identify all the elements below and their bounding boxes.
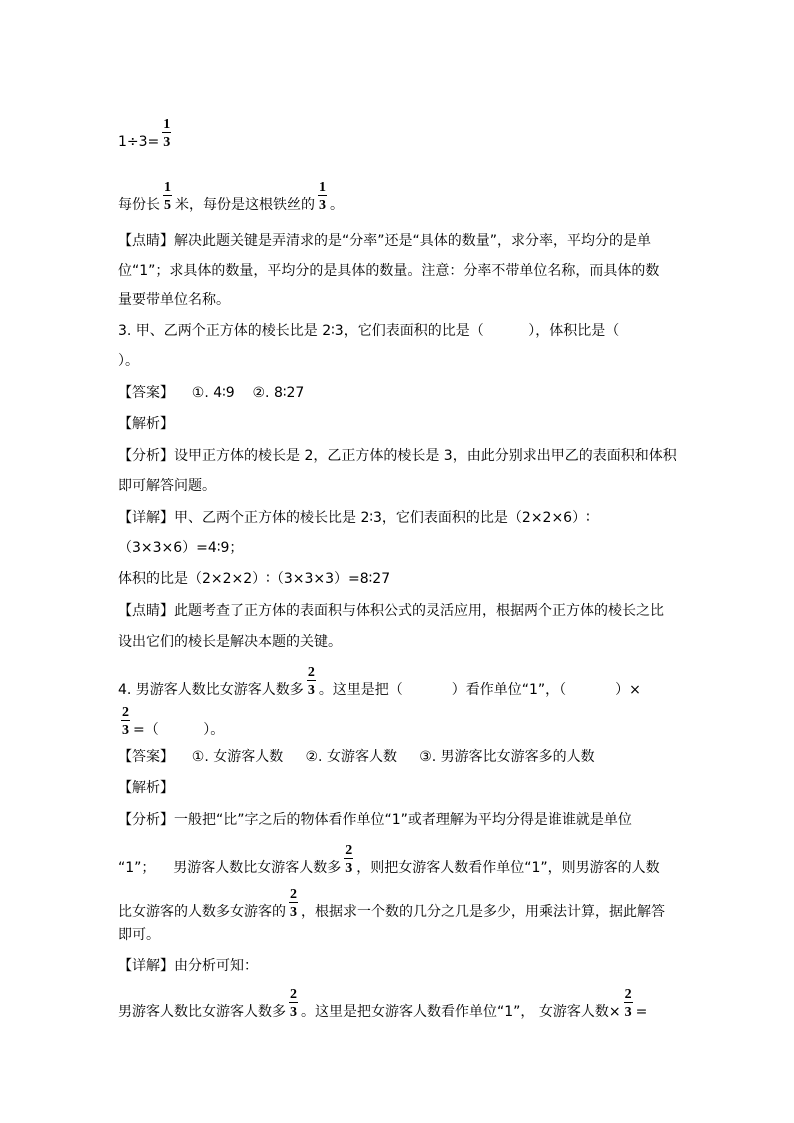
text-segment: “1”； 男游客人数比女游客人数多 (118, 860, 342, 876)
text-line (118, 987, 648, 1021)
fraction (344, 843, 353, 878)
text-segment: 即可解答问题。 (118, 478, 216, 494)
text-segment: ）。 (118, 353, 139, 369)
fraction-denominator: 3 (307, 683, 315, 698)
text-line (118, 887, 665, 921)
text-segment: 【解析】 (118, 416, 174, 432)
fraction-denominator: 3 (345, 861, 353, 876)
text-segment: 设出它们的棱长是解决本题的关键。 (118, 634, 342, 650)
text-line (118, 262, 659, 280)
text-line (118, 779, 174, 797)
text-line (118, 843, 660, 877)
fraction-denominator: 3 (122, 723, 129, 738)
fraction (289, 987, 298, 1022)
text-line (118, 705, 225, 739)
text-line (118, 477, 216, 495)
text-line (118, 291, 230, 309)
text-line (118, 748, 595, 766)
text-segment: =（ ）。 (133, 722, 225, 738)
text-line (118, 117, 174, 151)
text-segment: 【分析】一般把“比”字之后的物体看作单位“1”或者理解为平均分得是谁谁就是单位 (118, 812, 632, 828)
text-segment: （3×3×6）=4∶9； (118, 540, 244, 556)
text-segment: 【答案】 ①. 女游客人数 ②. 女游客人数 ③. 男游客比女游客多的人数 (118, 749, 595, 765)
text-line (118, 180, 344, 214)
text-segment: 。这里是把女游客人数看作单位“1”， 女游客人数× (301, 1004, 621, 1020)
text-segment: 【点睛】此题考查了正方体的表面积与体积公式的灵活应用，根据两个正方体的棱长之比 (118, 603, 664, 619)
text-line (118, 957, 258, 975)
fraction-denominator: 3 (319, 198, 326, 213)
text-line (118, 539, 243, 557)
fraction-numerator: 2 (122, 705, 129, 720)
fraction-numerator: 2 (307, 665, 315, 680)
fraction-numerator: 1 (319, 180, 326, 195)
text-segment: 体积的比是（2×2×2）∶（3×3×3）=8∶27 (118, 571, 391, 587)
fraction (624, 987, 633, 1022)
fraction (307, 665, 316, 700)
text-line (118, 665, 641, 699)
text-line (118, 352, 139, 370)
fraction-numerator: 2 (345, 843, 353, 858)
fraction-denominator: 3 (290, 1005, 297, 1020)
text-segment: 1÷3= (118, 134, 160, 150)
text-segment: 【详解】甲、乙两个正方体的棱长比是 2∶3，它们表面积的比是（2×2×6）∶ (118, 510, 590, 526)
text-line (118, 384, 304, 402)
text-segment: 位“1”；求具体的数量，平均分的是具体的数量。注意：分率不带单位名称，而具体的数 (118, 263, 660, 279)
text-segment: 。 (330, 197, 344, 213)
text-segment: 【解析】 (118, 780, 174, 796)
text-segment: 【详解】由分析可知： (118, 958, 258, 974)
text-segment: 即可。 (118, 927, 160, 943)
text-line (118, 232, 651, 250)
fraction-denominator: 5 (164, 198, 171, 213)
fraction (121, 705, 130, 740)
text-segment: 4. 男游客人数比女游客人数多 (118, 682, 304, 698)
fraction (163, 180, 172, 215)
text-line (118, 811, 632, 829)
text-segment: ，根据求一个数的几分之几是多少，用乘法计算，据此解答 (301, 904, 665, 920)
text-segment: ，则把女游客人数看作单位“1”，则男游客的人数 (356, 860, 660, 876)
text-line (118, 415, 174, 433)
text-segment: 比女游客的人数多女游客的 (118, 904, 286, 920)
fraction (318, 180, 327, 215)
text-line (118, 322, 619, 340)
fraction-denominator: 3 (624, 1005, 632, 1020)
fraction-numerator: 2 (624, 987, 632, 1002)
text-line (118, 447, 677, 465)
fraction-numerator: 1 (164, 180, 171, 195)
text-segment: = (635, 1004, 648, 1020)
text-line (118, 633, 342, 651)
text-segment: 3. 甲、乙两个正方体的棱长比是 2∶3，它们表面积的比是（ ），体积比是（ (118, 323, 620, 339)
fraction-numerator: 1 (163, 117, 171, 132)
fraction-denominator: 3 (163, 135, 171, 150)
fraction-numerator: 2 (290, 987, 297, 1002)
text-segment: 量要带单位名称。 (118, 292, 230, 308)
text-segment: 米，每份是这根铁丝的 (175, 197, 315, 213)
text-line (118, 602, 664, 620)
text-line (118, 570, 390, 588)
fraction-denominator: 3 (290, 905, 297, 920)
fraction (162, 117, 171, 152)
fraction-numerator: 2 (290, 887, 297, 902)
text-segment: 每份长 (118, 197, 160, 213)
text-line (118, 509, 590, 527)
text-segment: 男游客人数比女游客人数多 (118, 1004, 286, 1020)
text-segment: 。这里是把（ ）看作单位“1”，（ ）× (318, 682, 641, 698)
text-segment: 【答案】 ①. 4∶9 ②. 8∶27 (118, 385, 305, 401)
text-segment: 【点睛】解决此题关键是弄清求的是“分率”还是“具体的数量”，求分率，平均分的是单 (118, 233, 652, 249)
text-segment: 【分析】设甲正方体的棱长是 2，乙正方体的棱长是 3，由此分别求出甲乙的表面积和体积 (118, 448, 677, 464)
text-line (118, 926, 160, 944)
fraction (289, 887, 298, 922)
